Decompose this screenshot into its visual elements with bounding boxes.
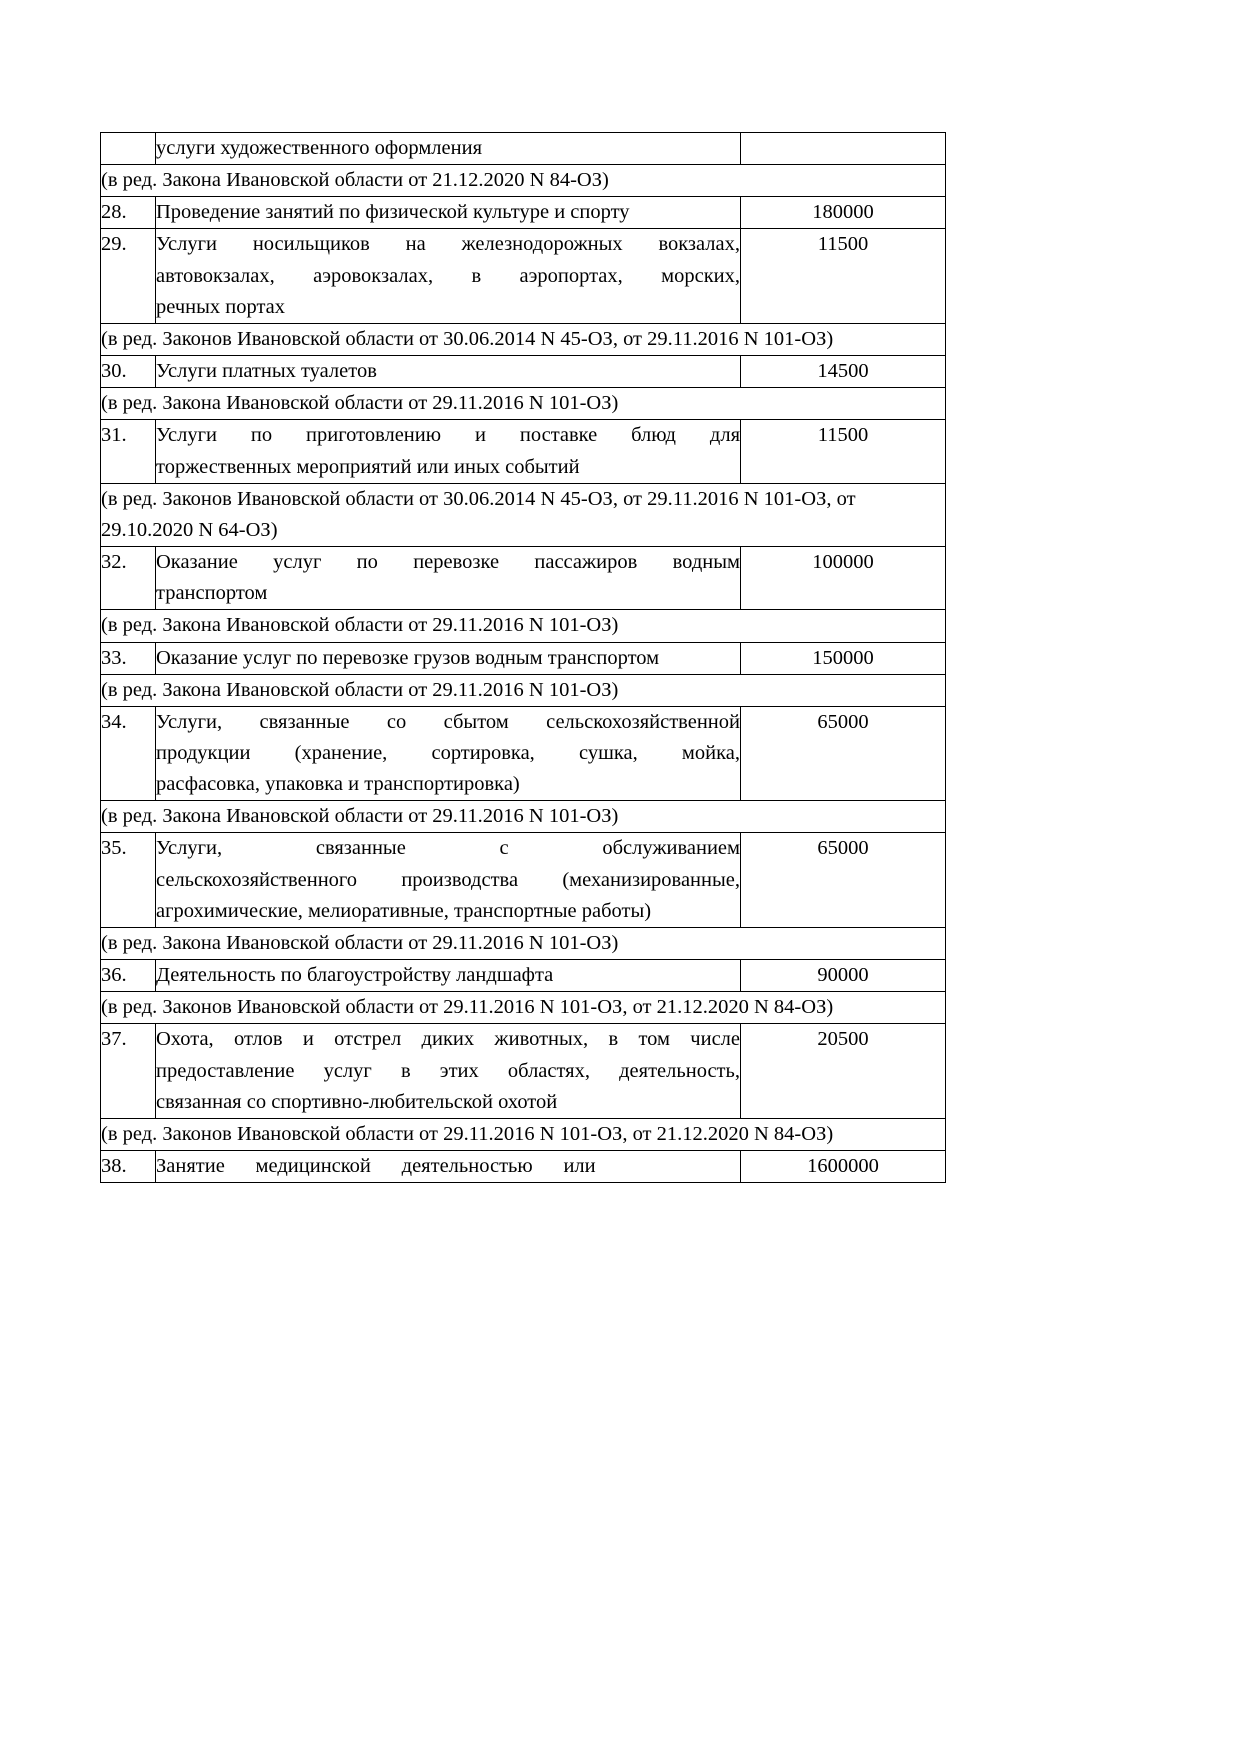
description-line: предоставление услуг в этих областях, деятельность,: [156, 1059, 740, 1082]
table-row: [101, 547, 946, 610]
table-note-row: [101, 323, 946, 355]
row-value-cell: 11500: [741, 229, 946, 323]
table-body: [101, 133, 946, 1183]
row-number-cell: 32.: [101, 547, 156, 610]
description-line: расфасовка, упаковка и транспортировка): [156, 773, 520, 796]
description-line: Услуги по приготовлению и поставке блюд для: [156, 424, 740, 447]
row-number-cell: 30.: [101, 356, 156, 388]
amendment-note: (в ред. Закона Ивановской области от 29.11.2016 N 101-ОЗ): [101, 927, 946, 959]
row-description-cell: [156, 642, 741, 674]
table-row: [101, 197, 946, 229]
description-line: Охота, отлов и отстрел диких животных, в том числе: [156, 1028, 740, 1051]
table-row: [101, 706, 946, 800]
row-value-cell: 65000: [741, 833, 946, 927]
row-number-cell: 33.: [101, 642, 156, 674]
table-note-row: [101, 1118, 946, 1150]
row-description-cell: [156, 197, 741, 229]
row-number-cell: 36.: [101, 960, 156, 992]
row-value-cell: 11500: [741, 420, 946, 483]
amendment-note: (в ред. Законов Ивановской области от 29.11.2016 N 101-ОЗ, от 21.12.2020 N 84-ОЗ): [101, 1118, 946, 1150]
row-description-cell: [156, 833, 741, 927]
description-line: речных портах: [156, 295, 286, 318]
amendment-note: (в ред. Закона Ивановской области от 21.12.2020 N 84-ОЗ): [101, 165, 946, 197]
table-row: [101, 960, 946, 992]
row-description-cell: [156, 133, 741, 165]
row-description-cell: [156, 547, 741, 610]
description-line: связанная со спортивно-любительской охотой: [156, 1090, 558, 1113]
description-line: услуги художественного оформления: [156, 137, 483, 159]
row-number-cell: 34.: [101, 706, 156, 800]
description-line: сельскохозяйственного производства (механизированные,: [156, 868, 740, 891]
row-description-cell: [156, 1024, 741, 1118]
row-description-cell: [156, 706, 741, 800]
row-description-cell: [156, 356, 741, 388]
description-line: Оказание услуг по перевозке грузов водным транспортом: [156, 646, 660, 669]
description-line: агрохимические, мелиоративные, транспортные работы): [156, 899, 652, 922]
amendment-note: (в ред. Закона Ивановской области от 29.11.2016 N 101-ОЗ): [101, 388, 946, 420]
table-row: [101, 229, 946, 323]
row-number-cell: 28.: [101, 197, 156, 229]
description-line: Услуги, связанные с обслуживанием: [156, 837, 740, 860]
amendment-note: (в ред. Законов Ивановской области от 30.06.2014 N 45-ОЗ, от 29.11.2016 N 101-ОЗ): [101, 323, 946, 355]
row-number-cell: 35.: [101, 833, 156, 927]
amendment-note: (в ред. Законов Ивановской области от 29.11.2016 N 101-ОЗ, от 21.12.2020 N 84-ОЗ): [101, 992, 946, 1024]
table-row: [101, 356, 946, 388]
table-row: [101, 833, 946, 927]
table-note-row: [101, 610, 946, 642]
table-row: [101, 420, 946, 483]
description-line: автовокзалах, аэровокзалах, в аэропортах, морских,: [156, 264, 740, 287]
table-row: [101, 642, 946, 674]
row-description-cell: [156, 229, 741, 323]
row-number-cell: 38.: [101, 1151, 156, 1183]
amendment-note: (в ред. Закона Ивановской области от 29.11.2016 N 101-ОЗ): [101, 801, 946, 833]
description-line: Проведение занятий по физической культуре и спорту: [156, 201, 630, 224]
table-note-row: [101, 801, 946, 833]
row-value-cell: 14500: [741, 356, 946, 388]
row-description-cell: [156, 1151, 741, 1183]
table-note-row: [101, 388, 946, 420]
description-line: продукции (хранение, сортировка, сушка, мойка,: [156, 741, 740, 764]
row-number-cell: 31.: [101, 420, 156, 483]
table-row: [101, 1024, 946, 1118]
table-note-row: [101, 927, 946, 959]
row-number-cell: [101, 133, 156, 165]
description-line: Занятие медицинской деятельностью или: [156, 1155, 596, 1177]
row-value-cell: 180000: [741, 197, 946, 229]
row-description-cell: [156, 420, 741, 483]
row-number-cell: 29.: [101, 229, 156, 323]
description-line: Услуги платных туалетов: [156, 360, 377, 383]
table-row: [101, 133, 946, 165]
table-row: [101, 1151, 946, 1183]
description-line: Услуги, связанные со сбытом сельскохозяйственной: [156, 710, 740, 733]
row-value-cell: 90000: [741, 960, 946, 992]
row-description-cell: [156, 960, 741, 992]
table-note-row: [101, 992, 946, 1024]
amendment-note: (в ред. Закона Ивановской области от 29.11.2016 N 101-ОЗ): [101, 610, 946, 642]
description-line: транспортом: [156, 582, 268, 605]
row-value-cell: 100000: [741, 547, 946, 610]
table-note-row: [101, 483, 946, 546]
services-rates-table: [100, 132, 946, 1183]
description-line: Деятельность по благоустройству ландшафта: [156, 964, 554, 987]
amendment-note: (в ред. Законов Ивановской области от 30.06.2014 N 45-ОЗ, от 29.11.2016 N 101-ОЗ, от 29.10.2020 N 64-ОЗ): [101, 483, 946, 546]
description-line: Оказание услуг по перевозке пассажиров водным: [156, 551, 740, 574]
row-value-cell: 20500: [741, 1024, 946, 1118]
description-line: Услуги носильщиков на железнодорожных вокзалах,: [156, 233, 740, 256]
amendment-note: (в ред. Закона Ивановской области от 29.11.2016 N 101-ОЗ): [101, 674, 946, 706]
row-number-cell: 37.: [101, 1024, 156, 1118]
row-value-cell: [741, 133, 946, 165]
table-note-row: [101, 674, 946, 706]
row-value-cell: 65000: [741, 706, 946, 800]
row-value-cell: 1600000: [741, 1151, 946, 1183]
row-value-cell: 150000: [741, 642, 946, 674]
table-note-row: [101, 165, 946, 197]
description-line: торжественных мероприятий или иных событий: [156, 455, 580, 478]
